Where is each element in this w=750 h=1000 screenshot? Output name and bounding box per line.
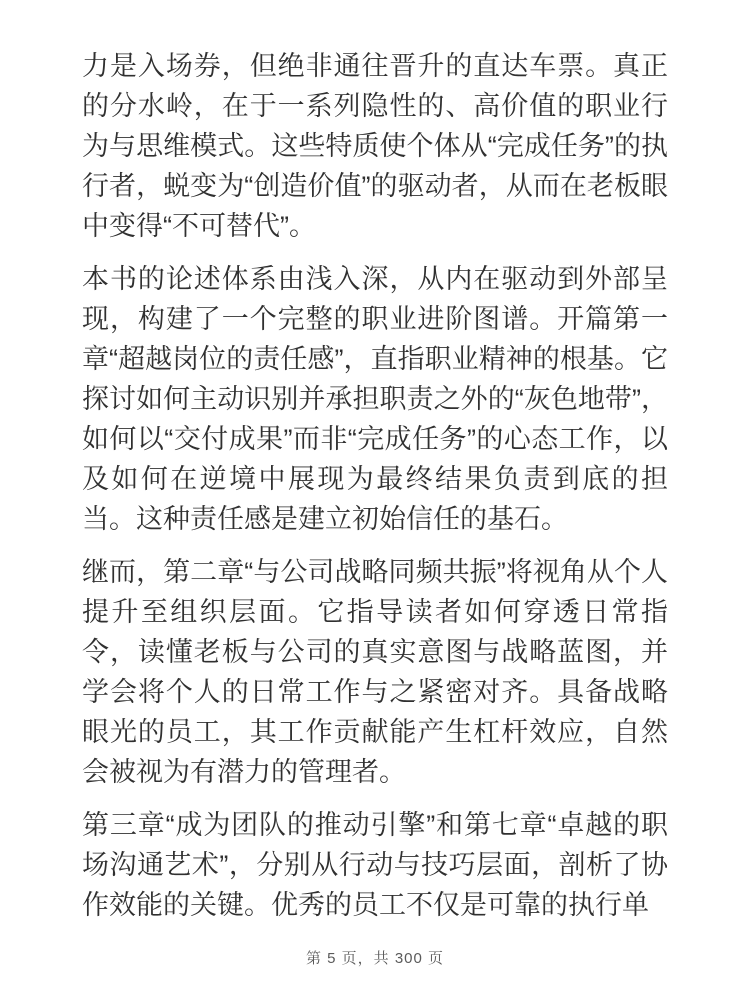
body-paragraph: 本书的论述体系由浅入深，从内在驱动到外部呈现，构建了一个完整的职业进阶图谱。开篇第一章“超越岗位的责任感”，直指职业精神的根基。它探讨如何主动识别并承担职责之外的“灰色地带”，如何以“交付成果”而非“完成任务”的心态工作，以及如何在逆境中展现为最终结果负责到底的担当。这种责任感是建立初始信任的基石。 <box>82 264 668 534</box>
body-paragraph: 力是入场券，但绝非通往晋升的直达车票。真正的分水岭，在于一系列隐性的、高价值的职业行为与思维模式。这些特质使个体从“完成任务”的执行者，蜕变为“创造价值”的驱动者，从而在老板眼中变得“不可替代”。 <box>82 51 668 241</box>
body-paragraph: 第三章“成为团队的推动引擎”和第七章“卓越的职场沟通艺术”，分别从行动与技巧层面，剖析了协作效能的关键。优秀的员工不仅是可靠的执行单 <box>82 810 668 920</box>
body-paragraph: 继而，第二章“与公司战略同频共振”将视角从个人提升至组织层面。它指导读者如何穿透日常指令，读懂老板与公司的真实意图与战略蓝图，并学会将个人的日常工作与之紧密对齐。具备战略眼光的员工，其工作贡献能产生杠杆效应，自然会被视为有潜力的管理者。 <box>82 557 668 787</box>
page-number-indicator: 第 5 页，共 300 页 <box>305 950 445 967</box>
